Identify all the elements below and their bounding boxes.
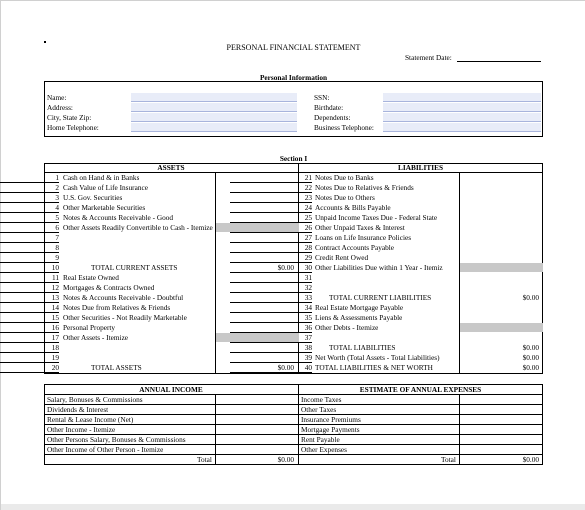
line-value[interactable]: $0.00 (277, 363, 294, 372)
line-number: 22 (304, 183, 312, 192)
assets-value-column-rule (215, 172, 216, 374)
line-label: TOTAL ASSETS (91, 363, 142, 372)
assets-heading: ASSETS (157, 163, 185, 172)
line-label: Credit Rent Owed (315, 253, 369, 262)
annual-income-heading: ANNUAL INCOME (139, 385, 203, 394)
section1-heading: Section I (279, 154, 308, 163)
personal-info-label-right: SSN: (314, 93, 330, 102)
line-label: Other Debts - Itemize (315, 323, 379, 332)
income-row-label: Other Income - Itemize (47, 425, 116, 434)
line-number: 19 (51, 353, 59, 362)
page-bottom-edge (1, 504, 585, 510)
line-label: TOTAL CURRENT ASSETS (91, 263, 178, 272)
line-number: 9 (55, 253, 59, 262)
line-number: 31 (304, 273, 312, 282)
line-label: Loans on Life Insurance Policies (315, 233, 412, 242)
gray-input-cell[interactable] (459, 323, 543, 332)
expense-row-label: Mortgage Payments (301, 425, 360, 434)
line-number: 25 (304, 213, 312, 222)
personal-info-label-right: Business Telephone: (314, 123, 374, 132)
personal-info-field-left[interactable] (131, 93, 297, 102)
personal-info-field-right[interactable] (383, 93, 541, 102)
line-label: Notes Due to Banks (315, 173, 374, 182)
line-label: Contract Accounts Payable (315, 243, 395, 252)
line-number: 2 (55, 183, 59, 192)
line-label: Cash Value of Life Insurance (63, 183, 148, 192)
personal-info-label-left: City, State Zip: (47, 113, 92, 122)
line-value[interactable]: $0.00 (522, 293, 539, 302)
personal-info-label-left: Home Telephone: (47, 123, 99, 132)
row-rule (0, 372, 59, 373)
line-number: 5 (55, 213, 59, 222)
line-label: TOTAL LIABILITIES & NET WORTH (315, 363, 433, 372)
line-number: 7 (55, 233, 59, 242)
line-number: 26 (304, 223, 312, 232)
line-number: 21 (304, 173, 312, 182)
line-number: 30 (304, 263, 312, 272)
statement-date-label: Statement Date: (405, 53, 452, 62)
line-number: 18 (51, 343, 59, 352)
liabilities-heading: LIABILITIES (397, 163, 444, 172)
line-number: 38 (304, 343, 312, 352)
line-number: 36 (304, 323, 312, 332)
line-label: Notes Due to Others (315, 193, 375, 202)
line-label: Accounts & Bills Payable (315, 203, 391, 212)
income-total-value: $0.00 (277, 455, 294, 464)
line-number: 20 (51, 363, 59, 372)
liabilities-value-column-rule (459, 172, 460, 374)
annual-expenses-heading: ESTIMATE OF ANNUAL EXPENSES (359, 385, 482, 394)
income-total-label: Total (197, 455, 212, 464)
personal-info-label-left: Address: (47, 103, 73, 112)
personal-info-field-left[interactable] (131, 103, 297, 112)
line-number: 33 (304, 293, 312, 302)
personal-info-field-right[interactable] (383, 103, 541, 112)
expense-total-value: $0.00 (522, 455, 539, 464)
line-label: Other Marketable Securities (63, 203, 146, 212)
line-number: 1 (55, 173, 59, 182)
line-number: 11 (51, 273, 59, 282)
gray-input-cell[interactable] (215, 223, 299, 232)
line-number: 39 (304, 353, 312, 362)
line-number: 12 (51, 283, 59, 292)
line-label: U.S. Gov. Securities (63, 193, 123, 202)
line-label: Real Estate Owned (63, 273, 119, 282)
line-number: 6 (55, 223, 59, 232)
line-label: Other Unpaid Taxes & Interest (315, 223, 405, 232)
line-label: Other Assets - Itemize (63, 333, 129, 342)
line-label: TOTAL LIABILITIES (329, 343, 396, 352)
line-label: Other Assets Readily Convertible to Cash - Itemize (63, 223, 213, 232)
line-number: 34 (304, 303, 312, 312)
gray-input-cell[interactable] (215, 333, 299, 342)
gray-input-cell[interactable] (459, 263, 543, 272)
income-value-column-rule (215, 394, 216, 465)
expense-row-label: Other Taxes (301, 405, 337, 414)
personal-info-field-left[interactable] (131, 123, 297, 132)
line-label: Notes Due to Relatives & Friends (315, 183, 414, 192)
line-number: 14 (51, 303, 59, 312)
expense-row-rule (298, 454, 543, 455)
line-label: Other Liabilities Due within 1 Year - Itemiz (315, 263, 443, 272)
line-label: Other Securities - Not Readily Marketable (63, 313, 187, 322)
line-number: 35 (304, 313, 312, 322)
personal-info-field-left[interactable] (131, 113, 297, 122)
line-number: 15 (51, 313, 59, 322)
line-number: 17 (51, 333, 59, 342)
personal-info-label-right: Dependents: (314, 113, 351, 122)
line-label: TOTAL CURRENT LIABILITIES (329, 293, 432, 302)
income-row-label: Other Income of Other Person - Itemize (47, 445, 164, 454)
line-label: Net Worth (Total Assets - Total Liabilities) (315, 353, 440, 362)
line-number: 8 (55, 243, 59, 252)
row-rule (230, 372, 312, 373)
line-label: Liens & Assessments Payable (315, 313, 403, 322)
income-row-label: Rental & Lease Income (Net) (47, 415, 134, 424)
line-label: Cash on Hand & in Banks (63, 173, 140, 182)
line-number: 4 (55, 203, 59, 212)
line-number: 27 (304, 233, 312, 242)
line-number: 10 (51, 263, 59, 272)
income-row-label: Salary, Bonuses & Commissions (47, 395, 143, 404)
income-row-rule (44, 454, 298, 455)
line-number: 40 (304, 363, 312, 372)
personal-info-heading: Personal Information (259, 73, 328, 82)
line-value[interactable]: $0.00 (277, 263, 294, 272)
expense-total-label: Total (441, 455, 456, 464)
line-label: Personal Property (63, 323, 116, 332)
line-label: Notes Due from Relatives & Friends (63, 303, 171, 312)
line-number: 3 (55, 193, 59, 202)
line-number: 37 (304, 333, 312, 342)
personal-info-field-right[interactable] (383, 113, 541, 122)
personal-info-label-left: Name: (47, 93, 67, 102)
line-number: 28 (304, 243, 312, 252)
expense-row-label: Insurance Premiums (301, 415, 361, 424)
line-number: 23 (304, 193, 312, 202)
line-number: 24 (304, 203, 312, 212)
line-number: 13 (51, 293, 59, 302)
personal-info-field-right[interactable] (383, 123, 541, 132)
line-label: Notes & Accounts Receivable - Good (63, 213, 174, 222)
line-value[interactable]: $0.00 (522, 363, 539, 372)
statement-date-field[interactable] (457, 61, 541, 62)
expense-value-column-rule (459, 394, 460, 465)
line-label: Real Estate Mortgage Payable (315, 303, 404, 312)
document-title: PERSONAL FINANCIAL STATEMENT (226, 43, 361, 52)
expense-row-label: Rent Payable (301, 435, 340, 444)
line-number: 32 (304, 283, 312, 292)
personal-info-label-right: Birthdate: (314, 103, 344, 112)
line-label: Mortgages & Contracts Owned (63, 283, 155, 292)
line-label: Notes & Accounts Receivable - Doubtful (63, 293, 184, 302)
line-value[interactable]: $0.00 (522, 353, 539, 362)
line-label: Unpaid Income Taxes Due - Federal State (315, 213, 438, 222)
line-value[interactable]: $0.00 (522, 343, 539, 352)
expense-row-label: Other Expenses (301, 445, 347, 454)
line-number: 29 (304, 253, 312, 262)
line-number: 16 (51, 323, 59, 332)
income-row-label: Other Persons Salary, Bonuses & Commissions (47, 435, 186, 444)
expense-row-label: Income Taxes (301, 395, 342, 404)
income-row-label: Dividends & Interest (47, 405, 109, 414)
